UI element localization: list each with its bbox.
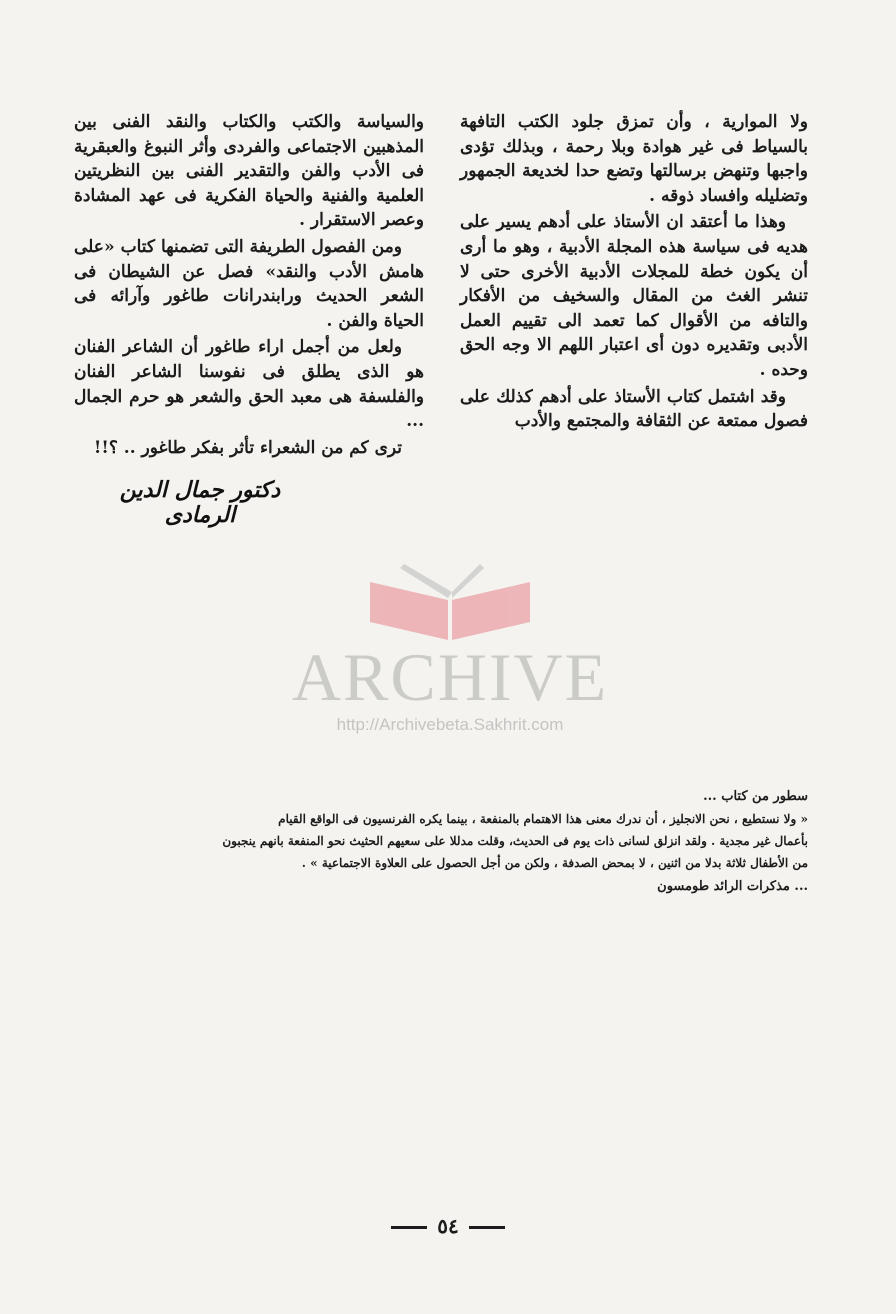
quote-line: بأعمال غير مجدية . ولقد انزلق لسانى ذات يوم فى الحديث، وقلت مدللا على سعيهم الحثيث نحو المنفعة بانهم ينجبون	[222, 834, 808, 848]
paragraph: ترى كم من الشعراء تأثر بفكر طاغور .. ؟!!	[93, 437, 402, 458]
quote-source: ... مذكرات الرائد طومسون	[657, 879, 808, 894]
paragraph: ولا الموارية ، وأن تمزق جلود الكتب التافهة بالسياط فى غير هوادة وبلا رحمة ، وبذلك تؤدى واجبها وتنهض برسالتها وتضع حدا لخديعة الجمهور وتضليله وافساد ذوقه .	[460, 112, 808, 206]
paragraph: وهذا ما أعتقد ان الأستاذ على أدهم يسير على هديه فى سياسة هذه المجلة الأدبية ، وهو ما أرى أن يكون خطة للمجلات الأدبية الأخرى حتى لا تنشر الغث من المقال والسخيف من الأفكار والتافه من الأقوال كما تعمد الى تقييم العمل الأدبى وتقديره دون أى اعتبار اللهم الا وجه الحق وحده .	[460, 212, 808, 380]
quote-heading: سطور من كتاب ...	[703, 789, 808, 804]
watermark-url: http://Archivebeta.Sakhrit.com	[336, 715, 564, 734]
quote-line: من الأطفال ثلاثة بدلا من اثنين ، لا بمحض الصدفة ، ولكن من أجل الحصول على العلاوة الاجتماعية » .	[301, 856, 808, 870]
paragraph: وقد اشتمل كتاب الأستاذ على أدهم كذلك على فصول ممتعة عن الثقافة والمجتمع والأدب	[460, 386, 808, 432]
author-signature: دكتور جمال الدين الرمادى	[119, 478, 281, 528]
dash-right	[469, 1226, 505, 1229]
article-left-column	[74, 110, 424, 462]
paragraph: ولعل من أجمل اراء طاغور أن الشاعر الفنان هو الذى يطلق فى نفوسنا الشاعر الفنان والفلسفة هى معبد الحق والشعر هو حرم الجمال ...	[74, 337, 424, 432]
article-right-column	[460, 110, 808, 436]
page-number-text: ٥٤	[437, 1214, 459, 1238]
quote-line: « ولا نستطيع ، نحن الانجليز ، أن ندرك معنى هذا الاهتمام بالمنفعة ، بينما يكره الفرنسيون فى الواقع القيام	[278, 812, 808, 826]
open-book-icon	[360, 560, 540, 640]
dash-left	[391, 1226, 427, 1229]
archive-watermark	[280, 560, 620, 750]
paragraph: ومن الفصول الطريفة التى تضمنها كتاب «على هامش الأدب والنقد» فصل عن الشيطان فى الشعر الحديث ورابندرانات طاغور وآرائه فى الحياة والفن .	[74, 236, 424, 331]
paragraph: والسياسة والكتب والكتاب والنقد الفنى بين المذهبين الاجتماعى والفردى وأثر النبوغ والعبقرية فى الأدب والفن والتقدير الفنى بين النظريتين العلمية والفنية والحياة الفكرية فى عهد المشادة وعصر الاستقرار .	[74, 112, 424, 231]
page-number	[0, 1214, 896, 1238]
watermark-title: ARCHIVE	[291, 639, 609, 715]
quote-box	[96, 786, 808, 898]
